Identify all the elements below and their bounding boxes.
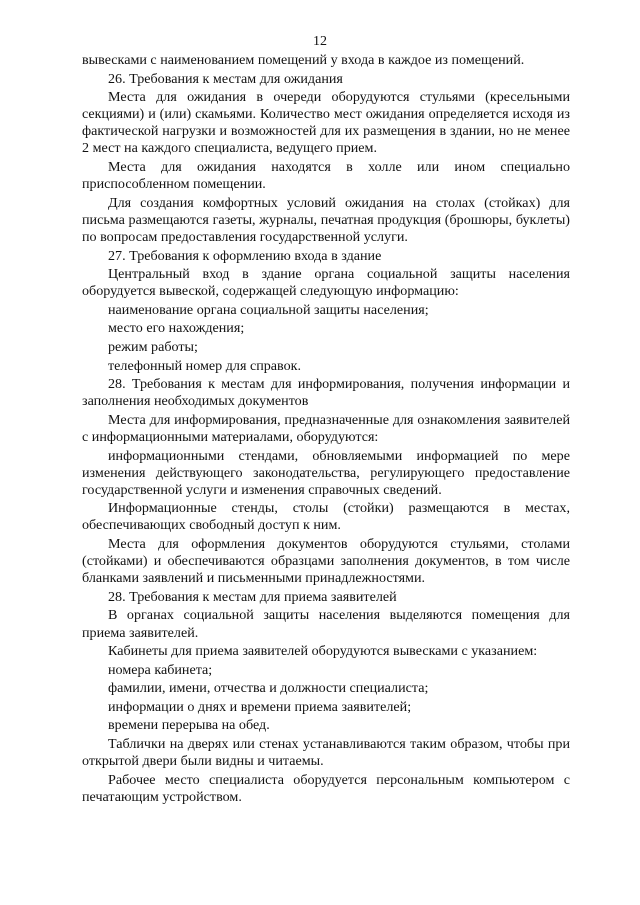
list-item: фамилии, имени, отчества и должности специалиста; xyxy=(108,680,429,697)
paragraph: Места для ожидания в очереди оборудуются стульями (кресельными секциями) и (или) скамьями. Количество мест ожидания определяется исходя из фактической нагрузки и возможностей для их размещения в здании, но не менее 2 мест на каждого специалиста, ведущего прием. xyxy=(82,89,570,157)
document-body xyxy=(82,52,570,806)
paragraph: Места для ожидания находятся в холле или ином специально приспособленном помещении. xyxy=(82,159,570,193)
paragraph: информационными стендами, обновляемыми информацией по мере изменения действующего законодательства, регулирующего предоставление государственной услуги и изменения справочных сведений. xyxy=(82,447,570,498)
heading-28-informing: 28. Требования к местам для информирования, получения информации и заполнения необходимых документов xyxy=(82,376,570,410)
paragraph: Информационные стенды, столы (стойки) размещаются в местах, обеспечивающих свободный доступ к ним. xyxy=(82,500,570,534)
paragraph: Кабинеты для приема заявителей оборудуются вывесками с указанием: xyxy=(108,643,538,660)
heading-28-reception: 28. Требования к местам для приема заявителей xyxy=(108,588,397,605)
paragraph: Для создания комфортных условий ожидания на столах (стойках) для письма размещаются газеты, журналы, печатная продукция (брошюры, буклеты) по вопросам предоставления государственной услуги. xyxy=(82,194,570,245)
list-item: наименование органа социальной защиты населения; xyxy=(108,301,429,318)
list-item: информации о днях и времени приема заявителей; xyxy=(108,698,412,715)
list-item: режим работы; xyxy=(108,339,198,355)
paragraph: В органах социальной защиты населения выделяются помещения для приема заявителей. xyxy=(82,607,570,641)
heading-26: 26. Требования к местам для ожидания xyxy=(108,70,343,87)
page-number: 12 xyxy=(313,34,327,49)
paragraph: Центральный вход в здание органа социальной защиты населения оборудуется вывеской, содержащей следующую информацию: xyxy=(82,266,570,300)
heading-27: 27. Требования к оформлению входа в здание xyxy=(108,247,382,264)
list-item: место его нахождения; xyxy=(108,320,245,337)
list-item: номера кабинета; xyxy=(108,661,213,678)
paragraph: Места для информирования, предназначенные для ознакомления заявителей с информационными материалами, оборудуются: xyxy=(82,411,570,445)
paragraph: Места для оформления документов оборудуются стульями, столами (стойками) и обеспечиваются образцами заполнения документов, в том числе бланками заявлений и письменными принадлежностями. xyxy=(82,536,570,587)
paragraph: Таблички на дверях или стенах устанавливаются таким образом, чтобы при открытой двери были видны и читаемы. xyxy=(82,736,570,770)
list-item: времени перерыва на обед. xyxy=(108,717,270,734)
paragraph: Рабочее место специалиста оборудуется персональным компьютером с печатающим устройством. xyxy=(82,771,570,805)
list-item: телефонный номер для справок. xyxy=(108,357,302,374)
paragraph-continuation: вывесками с наименованием помещений у входа в каждое из помещений. xyxy=(82,52,525,68)
